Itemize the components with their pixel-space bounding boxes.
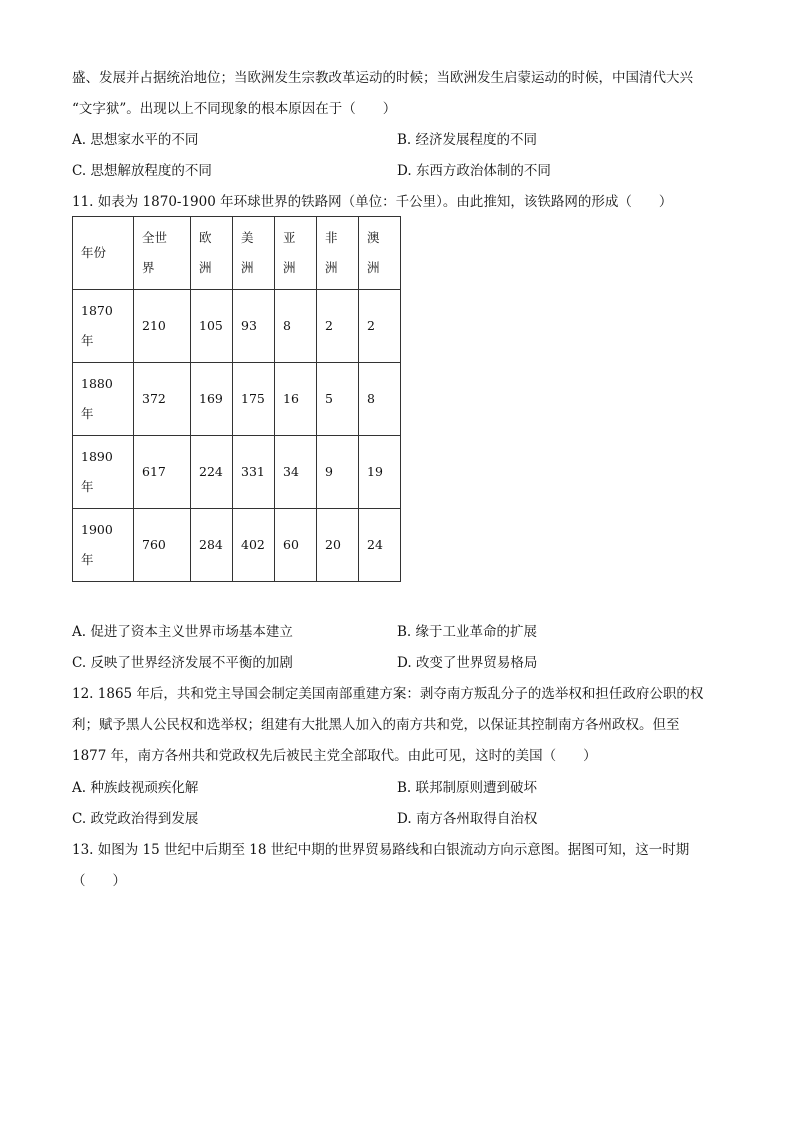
value-cell: 372: [134, 363, 191, 436]
q12-option-c[interactable]: [72, 809, 198, 829]
q13-stem-line2: （ ）: [72, 873, 126, 889]
value-cell: 331: [233, 436, 275, 509]
value-cell: 60: [275, 509, 317, 582]
option-text: 经济发展程度的不同: [415, 132, 538, 148]
option-text: 南方各州取得自治权: [415, 811, 538, 827]
value-cell: 402: [233, 509, 275, 582]
value-cell: 24: [359, 509, 401, 582]
option-label: C.: [72, 811, 87, 827]
table-row: [73, 290, 401, 363]
option-label: D.: [397, 163, 412, 179]
year-cell: 1880 年: [73, 363, 134, 436]
option-label: D.: [397, 811, 412, 827]
option-text: 政党政治得到发展: [90, 811, 199, 827]
q12-option-d[interactable]: [397, 809, 537, 829]
option-label: A.: [72, 780, 87, 796]
header-cell-year: 年份: [73, 217, 134, 290]
value-cell: 9: [317, 436, 359, 509]
value-cell: 8: [275, 290, 317, 363]
value-cell: 2: [359, 290, 401, 363]
option-text: 促进了资本主义世界市场基本建立: [90, 624, 293, 640]
value-cell: 169: [191, 363, 233, 436]
value-cell: 210: [134, 290, 191, 363]
value-cell: 175: [233, 363, 275, 436]
value-cell: 284: [191, 509, 233, 582]
header-cell-asia: 亚 洲: [275, 217, 317, 290]
year-cell: 1870 年: [73, 290, 134, 363]
option-text: 改变了世界贸易格局: [415, 655, 538, 671]
q10-option-b[interactable]: [397, 130, 537, 150]
option-text: 东西方政治体制的不同: [415, 163, 551, 179]
q10-option-c[interactable]: [72, 161, 212, 181]
value-cell: 34: [275, 436, 317, 509]
value-cell: 224: [191, 436, 233, 509]
value-cell: 16: [275, 363, 317, 436]
option-text: 联邦制原则遭到破坏: [415, 780, 538, 796]
header-cell-oceania: 澳 洲: [359, 217, 401, 290]
header-cell-africa: 非 洲: [317, 217, 359, 290]
q10-option-a[interactable]: [72, 130, 198, 150]
option-label: C.: [72, 163, 87, 179]
header-cell-world: 全世 界: [134, 217, 191, 290]
value-cell: 93: [233, 290, 275, 363]
option-label: A.: [72, 132, 87, 148]
option-text: 反映了世界经济发展不平衡的加剧: [90, 655, 293, 671]
table-row: [73, 436, 401, 509]
value-cell: 617: [134, 436, 191, 509]
value-cell: 20: [317, 509, 359, 582]
value-cell: 105: [191, 290, 233, 363]
option-text: 思想解放程度的不同: [90, 163, 212, 179]
q12-option-b[interactable]: [397, 778, 537, 798]
option-label: D.: [397, 655, 412, 671]
option-label: B.: [397, 780, 412, 796]
value-cell: 5: [317, 363, 359, 436]
q12-stem-line3: 1877 年，南方各州共和党政权先后被民主党全部取代。由此可见，这时的美国（ ）: [72, 748, 597, 764]
option-text: 种族歧视顽疾化解: [90, 780, 199, 796]
year-cell: 1900 年: [73, 509, 134, 582]
q12-stem-line1: 12. 1865 年后，共和党主导国会制定美国南部重建方案：剥夺南方叛乱分子的选举权和担任政府公职的权: [72, 686, 704, 702]
table-row: [73, 363, 401, 436]
q12-option-a[interactable]: [72, 778, 198, 798]
value-cell: 2: [317, 290, 359, 363]
header-cell-europe: 欧 洲: [191, 217, 233, 290]
q11-option-d[interactable]: [397, 653, 537, 673]
option-label: A.: [72, 624, 87, 640]
option-text: 缘于工业革命的扩展: [415, 624, 538, 640]
q10-stem-line1: 盛、发展并占据统治地位；当欧洲发生宗教改革运动的时候；当欧洲发生启蒙运动的时候，中国清代大兴: [72, 70, 693, 86]
value-cell: 760: [134, 509, 191, 582]
q10-option-d[interactable]: [397, 161, 551, 181]
railway-table: [72, 216, 401, 582]
year-cell: 1890 年: [73, 436, 134, 509]
value-cell: 19: [359, 436, 401, 509]
q11-option-c[interactable]: [72, 653, 293, 673]
value-cell: 8: [359, 363, 401, 436]
q11-stem: 11. 如表为 1870-1900 年环球世界的铁路网（单位：千公里）。由此推知，该铁路网的形成（ ）: [72, 194, 673, 210]
q12-stem-line2: 利；赋予黑人公民权和选举权；组建有大批黑人加入的南方共和党，以保证其控制南方各州政权。但至: [72, 717, 680, 733]
q11-option-a[interactable]: [72, 622, 293, 642]
q11-option-b[interactable]: [397, 622, 537, 642]
q13-stem-line1: 13. 如图为 15 世纪中后期至 18 世纪中期的世界贸易路线和白银流动方向示意图。据图可知，这一时期: [72, 842, 690, 858]
header-cell-america: 美 洲: [233, 217, 275, 290]
table-header-row: [73, 217, 401, 290]
option-text: 思想家水平的不同: [90, 132, 199, 148]
option-label: B.: [397, 132, 412, 148]
option-label: B.: [397, 624, 412, 640]
table-row: [73, 509, 401, 582]
option-label: C.: [72, 655, 87, 671]
q10-stem-line2: “文字狱”。出现以上不同现象的根本原因在于（ ）: [72, 101, 397, 117]
